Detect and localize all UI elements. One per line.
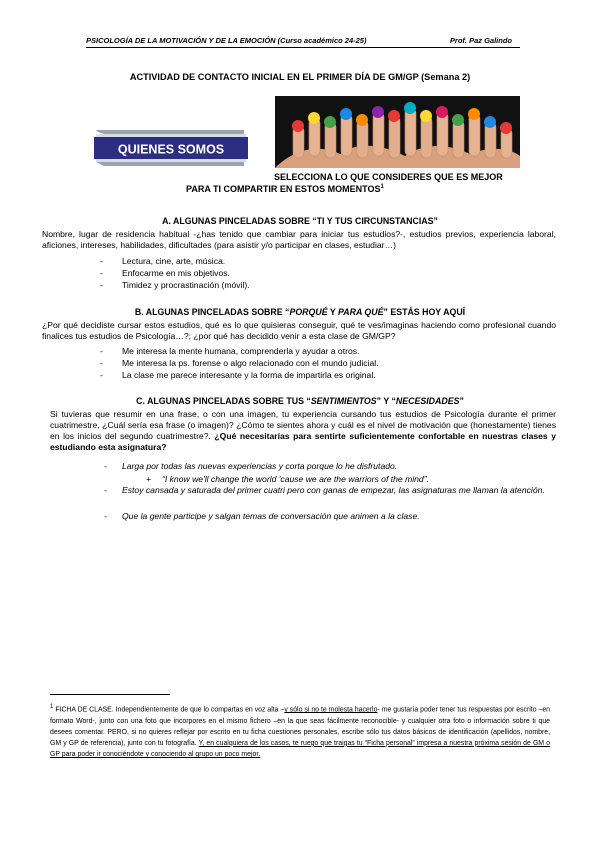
section-a-title: A. ALGUNAS PINCELADAS SOBRE “TI Y TUS CIRCUNSTANCIAS” [162, 216, 438, 226]
footnote: $^1$ FICHA DE CLASE. Independientemente de que lo compartas en voz alta –y sólo si no te molesta hacerlo- me gustaría poder tener tus respuestas por escrito –en formato Word-, junto con una foto que incorpores en el mismo fichero –en la que seas fácilmente reconocible- y cualquier otra foto o información sobre ti que desees comentar. PERO, si no quieres reflejar por escrito en tu ficha cuestiones personales, escribe sólo tus datos básicos de identificación (apellidos, nombre, GM y GP de referencia), junto con tu fotografía. Y, en cualquiera de los casos, te ruego que traigas tu “Ficha personal” impresa a nuestra próxima sesión de GM o GP para poder ir conociéndote y conociendo al grupo un poco mejor. [50, 704, 550, 759]
course-title: PSICOLOGÍA DE LA MOTIVACIÓN Y DE LA EMOCIÓN (Curso académico 24-25) [86, 36, 367, 45]
list-item: - Lectura, cine, arte, música. [100, 255, 520, 267]
section-c-subitem: + “I know we'll change the world 'cause we are the warriors of the mind”. [146, 474, 429, 484]
professor-name: Prof. Paz Galindo [449, 36, 512, 45]
section-c-item-2: - Estoy cansada y saturada del primer cuatri pero con ganas de empezar, las asignaturas me llaman la atención. [104, 485, 545, 495]
section-c-item-3: - Que la gente participe y salgan temas de conversación que animen a la clase. [104, 511, 420, 521]
section-c-bold-question: ¿Qué necesitarías para sentirte suficientemente confortable en nuestras clases y estudiando esta asignatura? [50, 431, 557, 452]
logo-text: QUIENES SOMOS [117, 142, 225, 157]
section-b-list [100, 345, 520, 381]
page-header [86, 36, 520, 48]
section-b-title: B. ALGUNAS PINCELADAS SOBRE “PORQUÉ Y PARA QUÉ” ESTÁS HOY AQUÍ [134, 307, 466, 317]
section-b-prompt: ¿Por qué decidiste cursar estos estudios, qué es lo que quisieras conseguir, qué te ves/imaginas haciendo como profesional cuando finalices tus estudios de Psicología…?; ¿por qué has decidido venir a esta clase de GM/GP? [42, 320, 556, 341]
list-item: - La clase me parece interesante y la forma de impartirla es original. [100, 369, 520, 381]
list-item: - Me interesa la ps. forense o algo relacionado con el mundo judicial. [100, 357, 520, 369]
list-item: - Timidez y procrastinación (móvil). [100, 279, 520, 291]
section-c-title: C. ALGUNAS PINCELADAS SOBRE TUS “SENTIMIENTOS” Y “NECESIDADES” [136, 396, 464, 406]
list-item: - Me interesa la mente humana, comprenderla y ayudar a otros. [100, 345, 520, 357]
activity-title: ACTIVIDAD DE CONTACTO INICIAL EN EL PRIMER DÍA DE GM/GP (Semana 2) [129, 72, 471, 82]
instruction-line-2: PARA TI COMPARTIR EN ESTOS MOMENTOS$^1$ [186, 184, 384, 194]
footnote-separator [50, 694, 170, 695]
list-item: - Enfocarme en mis objetivos. [100, 267, 520, 279]
section-a-prompt: Nombre, lugar de residencia habitual -¿has tenido que cambiar para iniciar tus estudios?-, estudios previos, experiencia laboral, aficiones, intereses, habilidades, dificultades (para asistir y/o participar en clases, estudiar…) [42, 229, 556, 250]
footnote-reference[interactable]: 1 [380, 184, 384, 190]
quienes-somos-logo [94, 128, 248, 168]
section-a-list [100, 255, 520, 291]
instruction-line-1: SELECCIONA LO QUE CONSIDERES QUE ES MEJOR [274, 172, 503, 182]
section-c-item-1: - Larga por todas las nuevas experiencias y corta porque lo he disfrutado. [104, 461, 398, 471]
section-c-prompt: Si tuvieras que resumir en una frase, o con una imagen, tu experiencia cursando tus estudios de Psicología durante el primer cuatrimestre, ¿Cuál sería esa frase (o imagen)? ¿Cómo te sientes ahora y cuál es el nivel de motivación que (honestamente) tienes en los inicios del segundo cuatrimestre?. ¿Qué necesitarías para sentirte suficientemente confortable en nuestras clases y estudiando esta asignatura? [50, 409, 557, 452]
painted-fingers-photo [275, 96, 520, 168]
